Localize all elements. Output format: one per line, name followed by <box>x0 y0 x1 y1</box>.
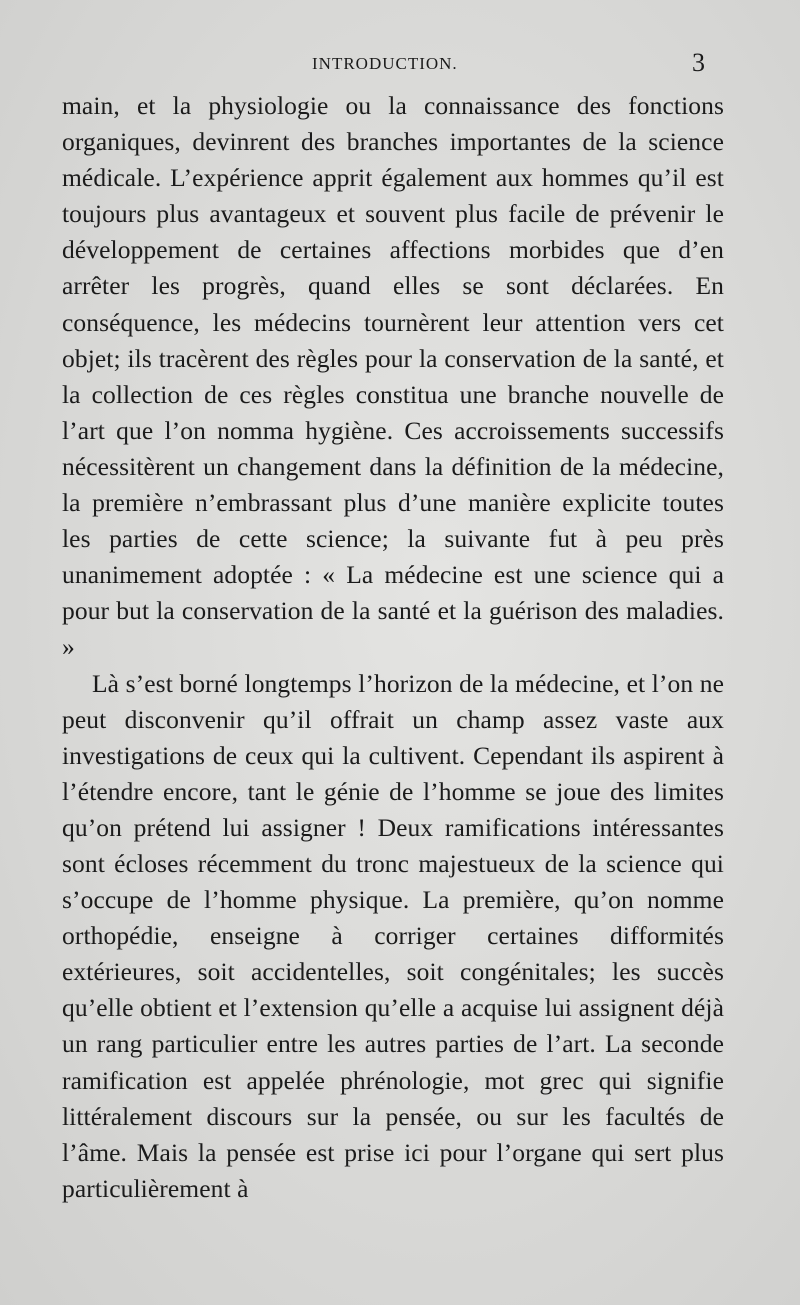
running-title: INTRODUCTION. <box>312 54 458 73</box>
paragraph: main, et la physiologie ou la connaissance des fonctions organiques, devinrent des branches importantes de la science médicale. L’expérience apprit également aux hommes qu’il est toujours plus avantageux et souvent plus facile de prévenir le développement de certaines affections morbides que d’en arrêter les progrès, quand elles se sont déclarées. En conséquence, les médecins tournèrent leur attention vers cet objet; ils tracèrent des règles pour la conservation de la santé, et la collection de ces règles constitua une branche nouvelle de l’art que l’on nomma hygiène. Ces accroissements successifs nécessitèrent un changement dans la définition de la médecine, la première n’embrassant plus d’une manière explicite toutes les parties de cette science; la suivante fut à peu près unanimement adoptée : « La médecine est une science qui a pour but la conservation de la santé et la guérison des maladies. » <box>62 91 724 662</box>
page-number: 3 <box>692 48 705 77</box>
body-text <box>62 88 724 1207</box>
paragraph: Là s’est borné longtemps l’horizon de la médecine, et l’on ne peut disconvenir qu’il offrait un champ assez vaste aux investigations de ceux qui la cultivent. Cependant ils aspirent à l’étendre encore, tant le génie de l’homme se joue des limites qu’on prétend lui assigner ! Deux ramifications intéressantes sont écloses récemment du tronc majestueux de la science qui s’occupe de l’homme physique. La première, qu’on nomme orthopédie, enseigne à corriger certaines difformités extérieures, soit accidentelles, soit congénitales; les succès qu’elle obtient et l’extension qu’elle a acquise lui assignent déjà un rang particulier entre les autres parties de l’art. La seconde ramification est appelée phrénologie, mot grec qui signifie littéralement discours sur la pensée, ou sur les facultés de l’âme. Mais la pensée est prise ici pour l’organe qui sert plus particulièrement à <box>62 668 724 1203</box>
